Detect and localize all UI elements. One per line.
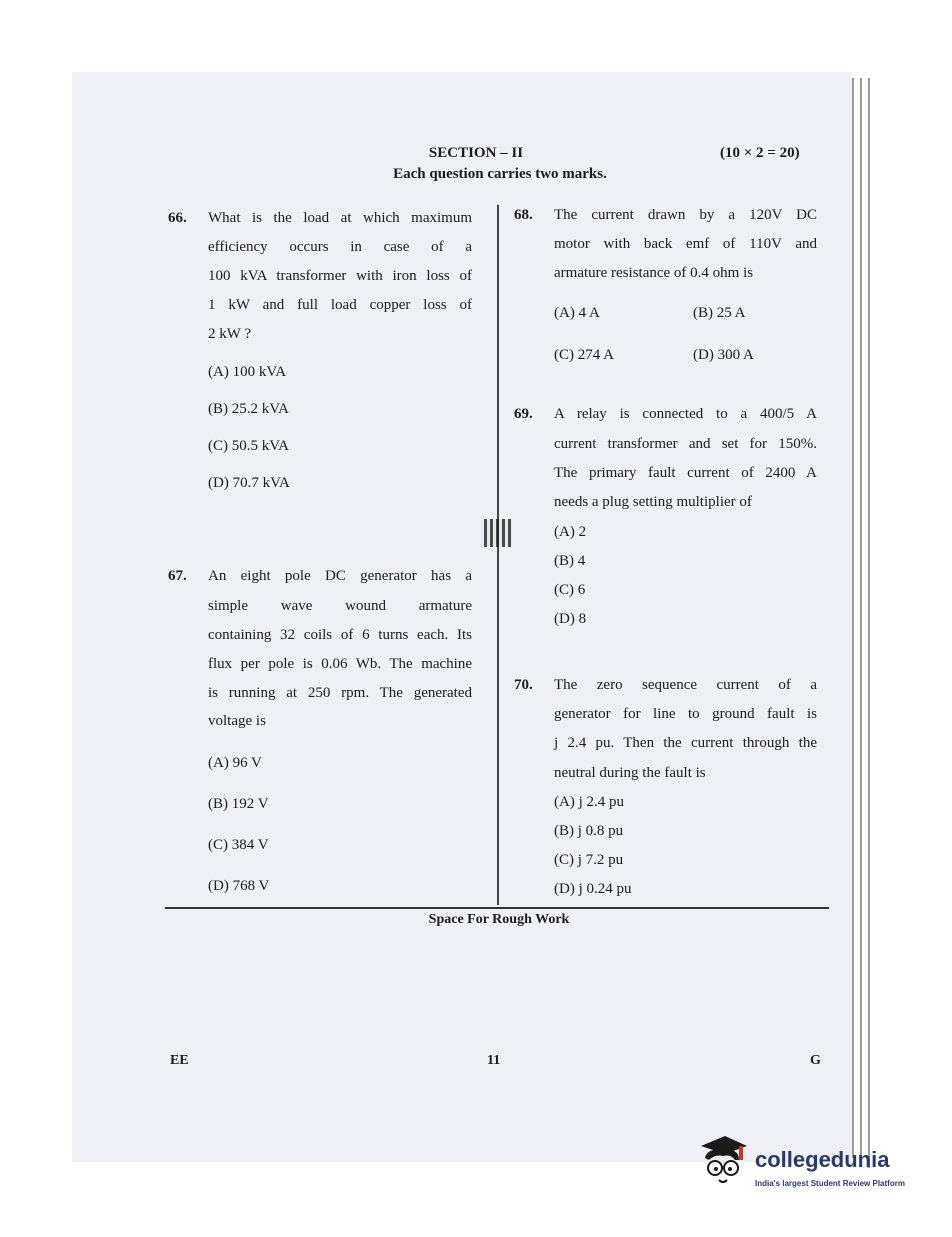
option-a: (A) j 2.4 pu (554, 794, 624, 810)
brand-name: collegedunia (755, 1147, 890, 1172)
page-number: 11 (487, 1053, 501, 1068)
question-text: generator for line to ground fault is (554, 706, 817, 722)
question-text: simple wave wound armature (208, 598, 472, 614)
option-c: (C) 384 V (208, 837, 269, 853)
brand-watermark (695, 1132, 925, 1192)
option-c: (C) j 7.2 pu (554, 852, 624, 868)
question-text: 100 kVA transformer with iron loss of (208, 268, 472, 284)
option-d: (D) j 0.24 pu (554, 881, 632, 897)
option-d: (D) 300 A (693, 347, 754, 363)
question-text: A relay is connected to a 400/5 A (554, 406, 817, 422)
section-instruction: Each question carries two marks. (393, 166, 607, 182)
option-d: (D) 8 (554, 611, 587, 627)
question-number: 69. (514, 406, 533, 422)
question-text: armature resistance of 0.4 ohm is (554, 265, 754, 281)
question-number: 68. (514, 207, 533, 223)
sheet-edge (860, 78, 862, 1158)
rough-work-rule (165, 907, 829, 909)
option-a: (A) 4 A (554, 305, 600, 321)
option-c: (C) 274 A (554, 347, 614, 363)
option-a: (A) 96 V (208, 755, 262, 771)
question-text: containing 32 coils of 6 turns each. Its (208, 627, 472, 643)
option-a: (A) 2 (554, 524, 587, 540)
question-text: 1 kW and full load copper loss of (208, 297, 472, 313)
section-title: SECTION – II (428, 145, 524, 161)
question-text: is running at 250 rpm. The generated (208, 685, 472, 701)
section-marks: (10 × 2 = 20) (720, 145, 800, 161)
option-d: (D) 70.7 kVA (208, 475, 290, 491)
question-text: An eight pole DC generator has a (208, 568, 472, 584)
question-number: 67. (168, 568, 187, 584)
mascot-icon (695, 1132, 753, 1190)
question-text: j 2.4 pu. Then the current through the (554, 735, 817, 751)
option-b: (B) 4 (554, 553, 586, 569)
rough-work-label: Space For Rough Work (428, 912, 570, 927)
question-text: The current drawn by a 120V DC (554, 207, 817, 223)
option-b: (B) 25.2 kVA (208, 401, 289, 417)
option-b: (B) 192 V (208, 796, 269, 812)
question-text: What is the load at which maximum (208, 210, 472, 226)
question-text: motor with back emf of 110V and (554, 236, 817, 252)
footer-code: EE (170, 1053, 189, 1068)
question-text: The zero sequence current of a (554, 677, 817, 693)
option-c: (C) 6 (554, 582, 586, 598)
question-text: efficiency occurs in case of a (208, 239, 472, 255)
qr-code (484, 519, 512, 547)
sheet-edge (852, 78, 854, 1158)
option-d: (D) 768 V (208, 878, 270, 894)
option-c: (C) 50.5 kVA (208, 438, 289, 454)
question-text: voltage is (208, 713, 266, 729)
option-b: (B) j 0.8 pu (554, 823, 624, 839)
brand-tagline: India's largest Student Review Platform (755, 1179, 905, 1188)
option-a: (A) 100 kVA (208, 364, 287, 380)
question-text: flux per pole is 0.06 Wb. The machine (208, 656, 472, 672)
sheet-edge (868, 78, 870, 1168)
question-text: current transformer and set for 150%. (554, 436, 817, 452)
question-text: The primary fault current of 2400 A (554, 465, 817, 481)
question-number: 70. (514, 677, 533, 693)
question-text: needs a plug setting multiplier of (554, 494, 752, 510)
option-b: (B) 25 A (693, 305, 746, 321)
footer-set: G (810, 1053, 821, 1068)
column-divider (497, 205, 499, 905)
question-text: 2 kW ? (208, 326, 252, 342)
question-number: 66. (168, 210, 187, 226)
question-text: neutral during the fault is (554, 765, 706, 781)
